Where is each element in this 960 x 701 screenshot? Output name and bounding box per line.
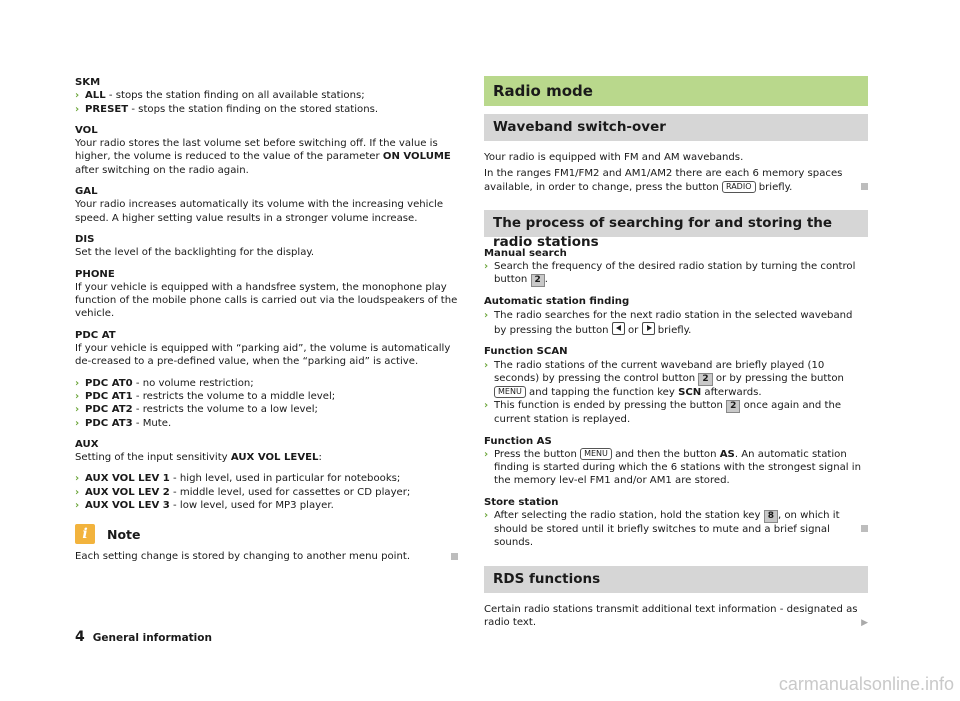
page-footer — [75, 629, 212, 645]
bullet-arrow-icon: › — [75, 390, 80, 402]
watermark: carmanualsonline.info — [778, 674, 954, 694]
control-button-key: 2 — [726, 400, 740, 413]
pdc-label: PDC AT — [75, 329, 116, 341]
note-text: Each setting change is stored by changing to another menu point. — [75, 550, 458, 563]
control-button-key: 2 — [698, 373, 712, 386]
aux-label: AUX — [75, 438, 99, 450]
seek-left-icon — [612, 322, 625, 335]
bullet-arrow-icon: › — [75, 377, 80, 389]
dis-text: Set the level of the backlighting for the display. — [75, 247, 315, 259]
seek-right-icon — [642, 322, 655, 335]
gal-label: GAL — [75, 186, 98, 198]
list-item: › Search the frequency of the desired radio station by turning the control button 2 . — [484, 261, 856, 286]
end-square-icon — [861, 525, 868, 532]
radio-button-key: RADIO — [722, 181, 756, 193]
list-item: › The radio stations of the current waveband are briefly played (10 seconds) by pressing the control button 2 or by pressing the button MENU and tapping the function key SCN afterwards. — [484, 359, 844, 398]
list-item: › The radio searches for the next radio station in the selected waveband by pressing the button or briefly. — [484, 309, 853, 337]
page-number: 4 — [75, 629, 85, 645]
bullet-arrow-icon: › — [484, 400, 489, 412]
bullet-arrow-icon: › — [75, 90, 80, 102]
bullet-arrow-icon: › — [75, 486, 80, 498]
scan-label: Function SCAN — [484, 346, 568, 358]
store-label: Store station — [484, 496, 559, 508]
waveband-p2: In the ranges FM1/FM2 and AM1/AM2 there are each 6 memory spaces available, in order to change, press the button RADIO briefly. — [484, 167, 868, 194]
info-icon: i — [75, 524, 95, 544]
end-square-icon — [861, 183, 868, 190]
note-heading — [75, 524, 458, 544]
rds-heading: RDS functions — [484, 566, 868, 593]
bullet-arrow-icon: › — [484, 448, 489, 460]
list-item: › This function is ended by pressing the button 2 once again and the current station is replayed. — [484, 400, 842, 426]
end-square-icon — [451, 553, 458, 560]
process-heading: The process of searching for and storing the radio stations — [484, 210, 868, 237]
vol-text: Your radio stores the last volume set before switching off. If the value is higher, the volume is reduced to the value of the parameter ON VOLUME after switching on the radio again. — [75, 138, 451, 176]
control-button-key: 2 — [531, 274, 545, 287]
list-item: › ALL - stops the station finding on all available stations; — [75, 90, 365, 102]
list-item: › AUX VOL LEV 2 - middle level, used for cassettes or CD player; — [75, 486, 411, 498]
bullet-arrow-icon: › — [484, 261, 489, 273]
phone-text: If your vehicle is equipped with a handsfree system, the monophone play function of the mobile phone calls is carried out via the loudspeakers of the vehicle. — [75, 281, 458, 320]
list-item: › AUX VOL LEV 1 - high level, used in particular for notebooks; — [75, 473, 401, 485]
right-column — [484, 76, 868, 637]
manual-label: Manual search — [484, 247, 567, 259]
station-key: 8 — [764, 510, 778, 523]
skm-label: SKM — [75, 77, 101, 88]
menu-button-key: MENU — [580, 448, 612, 460]
vol-label: VOL — [75, 124, 98, 136]
rds-text: Certain radio stations transmit additional text information - designated as radio text. ▶ — [484, 603, 868, 628]
bullet-arrow-icon: › — [75, 417, 80, 429]
as-label: Function AS — [484, 435, 552, 447]
list-item: › PDC AT1 - restricts the volume to a middle level; — [75, 390, 336, 402]
waveband-p1: Your radio is equipped with FM and AM wavebands. — [484, 152, 744, 163]
list-item: › Press the button MENU and then the button AS. An automatic station finding is started during which the 6 stations with the strongest signal in the memory lev-el FM1 and/or AM1 are stored. — [484, 448, 862, 487]
waveband-heading: Waveband switch-over — [484, 114, 868, 141]
auto-label: Automatic station finding — [484, 296, 630, 308]
bullet-arrow-icon: › — [484, 309, 489, 321]
bullet-arrow-icon: › — [75, 500, 80, 512]
dis-label: DIS — [75, 233, 95, 245]
bullet-arrow-icon: › — [75, 103, 80, 115]
list-item: › AUX VOL LEV 3 - low level, used for MP3 player. — [75, 500, 334, 512]
menu-button-key: MENU — [494, 386, 526, 398]
section-name: General information — [92, 632, 212, 644]
phone-label: PHONE — [75, 268, 115, 280]
bullet-arrow-icon: › — [75, 404, 80, 416]
list-item: › PRESET - stops the station finding on the stored stations. — [75, 103, 379, 115]
list-item: › PDC AT2 - restricts the volume to a low level; — [75, 404, 318, 416]
list-item: › PDC AT0 - no volume restriction; — [75, 377, 254, 389]
bullet-arrow-icon: › — [75, 473, 80, 485]
bullet-arrow-icon: › — [484, 359, 489, 371]
gal-text: Your radio increases automatically its volume with the increasing vehicle speed. A higher setting value results in a stronger volume increase. — [75, 199, 444, 224]
bullet-arrow-icon: › — [484, 510, 489, 522]
aux-text: Setting of the input sensitivity AUX VOL LEVEL: — [75, 452, 322, 464]
pdc-text: If your vehicle is equipped with “parking aid”, the volume is automatically de-creased to a pre-defined value, when the “parking aid” is active. — [75, 343, 451, 368]
page-title: Radio mode — [484, 76, 868, 106]
note-title: Note — [107, 526, 141, 542]
list-item: › PDC AT3 - Mute. — [75, 417, 172, 429]
left-column — [75, 76, 458, 572]
list-item: › After selecting the radio station, hold the station key 8 , on which it should be stored until it briefly switches to mute and a brief signal sounds. — [484, 509, 868, 550]
continue-arrow-icon: ▶ — [861, 617, 868, 628]
